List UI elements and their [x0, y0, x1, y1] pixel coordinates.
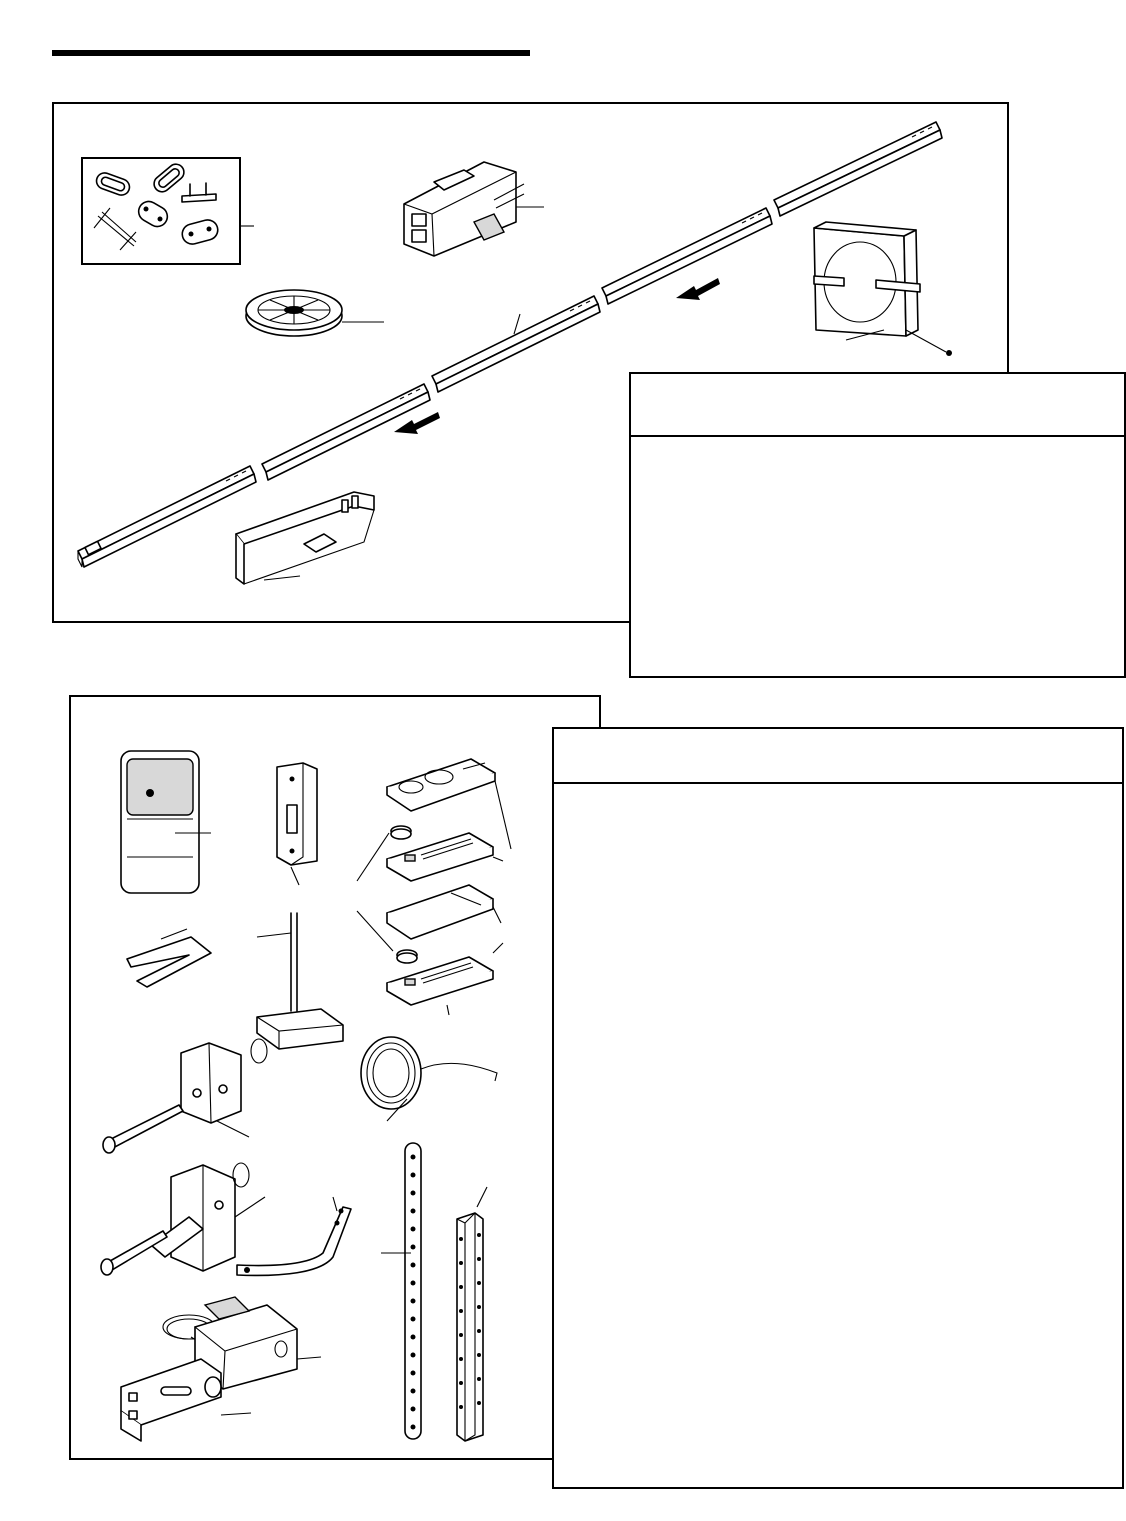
door-control: [277, 763, 317, 885]
trolley: [404, 162, 544, 256]
header-bracket: [236, 492, 374, 584]
bell-wire: [361, 1037, 497, 1121]
assembly-arrow-right: [676, 278, 720, 300]
remote-circuit-board: [387, 833, 503, 881]
rail-parts-list-box: [629, 372, 1126, 678]
header-rule: [52, 50, 530, 56]
rail-parts-list-header: [631, 374, 1124, 437]
hanging-bracket: [381, 1143, 421, 1439]
chain-parts-kit: [82, 158, 254, 264]
remote-control: [121, 751, 211, 893]
perforated-angle: [457, 1187, 487, 1441]
visor-clip: [127, 929, 211, 987]
pulley-wheel: [246, 290, 384, 336]
hardware-illustration: [71, 697, 603, 1462]
hardware-parts-list-header: [554, 729, 1122, 784]
emergency-release-rope-handle: [257, 913, 343, 1049]
hardware-panel: [69, 695, 601, 1460]
curved-door-arm: [237, 1197, 351, 1275]
hardware-parts-list-box: [552, 727, 1124, 1489]
door-bracket: [103, 1039, 267, 1153]
assembly-arrow-left: [394, 412, 440, 434]
door-bracket-2: [101, 1163, 265, 1275]
remote-housing-top-2: [387, 885, 501, 939]
chain-spool: [814, 222, 952, 356]
